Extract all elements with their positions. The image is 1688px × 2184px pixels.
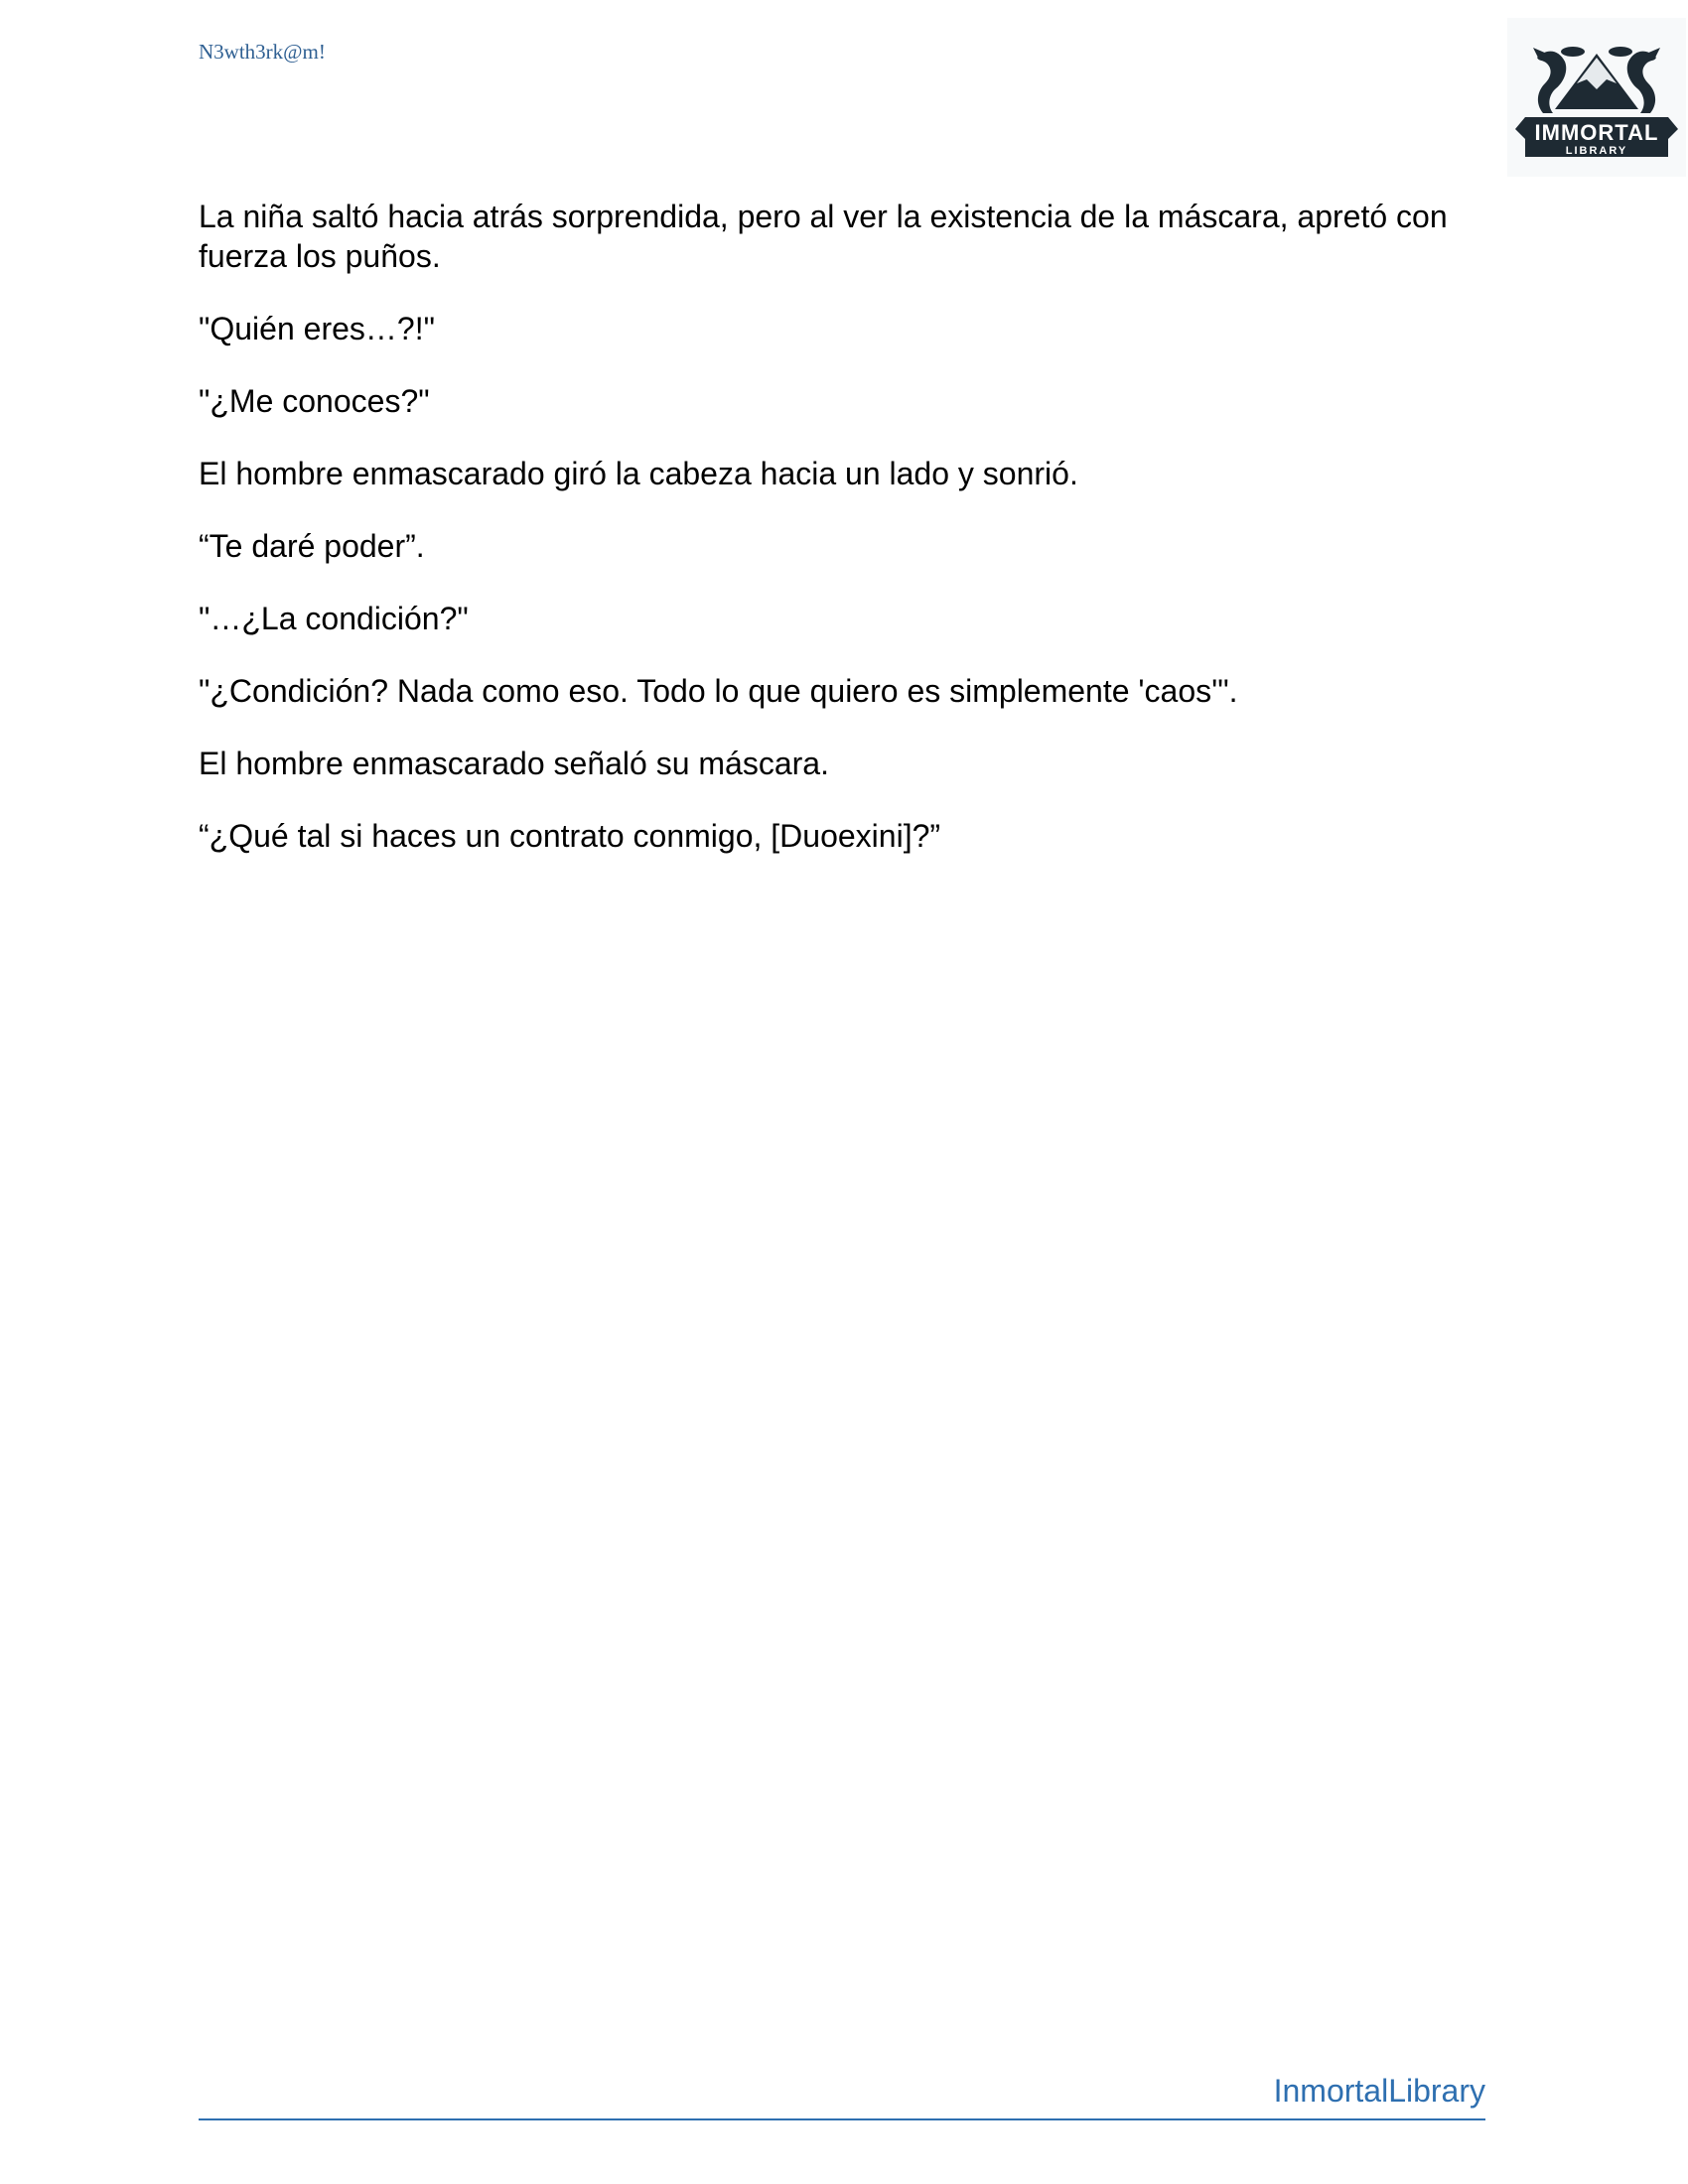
- paragraph: El hombre enmascarado señaló su máscara.: [199, 746, 829, 781]
- paragraph: "…¿La condición?": [199, 601, 469, 636]
- paragraph: La niña saltó hacia atrás sorprendida, pero al ver la existencia de la máscara, apretó con fuerza los puños.: [199, 199, 1448, 274]
- paragraph: "¿Me conoces?": [199, 383, 430, 419]
- header-tag: N3wth3rk@m!: [199, 40, 326, 64]
- paragraph: “¿Qué tal si haces un contrato conmigo, [Duoexini]?”: [199, 818, 941, 854]
- paragraph: “Te daré poder”.: [199, 528, 425, 564]
- logo-title: IMMORTAL: [1534, 120, 1659, 145]
- logo-subtitle: LIBRARY: [1565, 145, 1628, 157]
- story-body: [199, 197, 1489, 888]
- paragraph: "Quién eres…?!": [199, 311, 435, 346]
- footer-link-text[interactable]: InmortalLibrary: [1273, 2073, 1485, 2109]
- footer-link[interactable]: [199, 2073, 1485, 2120]
- immortal-library-logo: [1507, 18, 1686, 177]
- paragraph: "¿Condición? Nada como eso. Todo lo que quiero es simplemente 'caos'".: [199, 673, 1238, 709]
- paragraph: El hombre enmascarado giró la cabeza hacia un lado y sonrió.: [199, 456, 1078, 491]
